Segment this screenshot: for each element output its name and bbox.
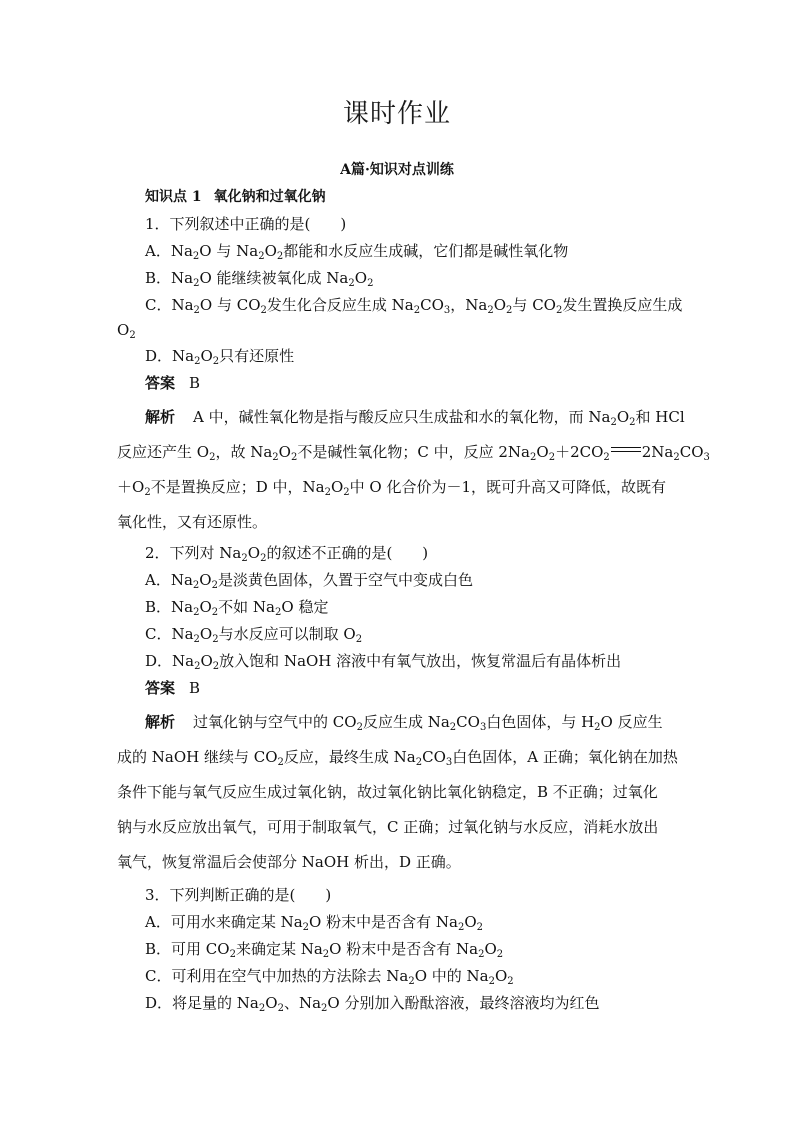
q1-answer: 答案 B <box>145 374 201 392</box>
q1-explanation-line4: 氧化性，又有还原性。 <box>117 513 268 531</box>
q1-option-d: D．$Na_2O_2$只有还原性 <box>145 347 295 367</box>
equal-sign-icon <box>611 447 641 452</box>
analysis-label: 解析 <box>145 408 176 426</box>
answer-label: 答案 <box>145 374 176 392</box>
q2-explanation-line4: 钠与水反应放出氧气，可用于制取氧气，C 正确；过氧化钠与水反应，消耗水放出 <box>117 818 659 836</box>
q2-option-c: C．$Na_2O_2$与水反应可以制取 $O_2$ <box>145 625 363 645</box>
q1-stem: 1．下列叙述中正确的是( ) <box>145 215 347 233</box>
q3-option-a: A．可用水来确定某 $Na_2O$ 粉末中是否含有 $Na_2O_2$ <box>145 913 484 933</box>
q2-explanation-line3: 条件下能与氧气反应生成过氧化钠，故过氧化钠比氧化钠稳定，B 不正确；过氧化 <box>117 783 658 801</box>
answer-label: 答案 <box>145 679 176 697</box>
q1-option-b: B．$Na_2O$ 能继续被氧化成 $Na_2O_2$ <box>145 269 374 289</box>
topic-heading <box>145 187 715 207</box>
q2-option-d: D．$Na_2O_2$放入饱和 NaOH 溶液中有氧气放出，恢复常温后有晶体析出 <box>145 652 622 672</box>
q1-option-c: C．$Na_2O$ 与 $CO_2$发生化合反应生成 $Na_2CO_3$，$Na_2O_2$与 $CO_2$发生置换反应生成 <box>145 296 683 316</box>
q3-option-d: D．将足量的 $Na_2O_2$、$Na_2O$ 分别加入酚酞溶液，最终溶液均为红色 <box>145 994 600 1014</box>
q3-option-b: B．可用 $CO_2$来确定某 $Na_2O$ 粉末中是否含有 $Na_2O_2$ <box>145 940 504 960</box>
q2-explanation-line1: 解析 过氧化钠与空气中的 $CO_2$反应生成 $Na_2CO_3$白色固体，与 $H_2O$ 反应生 <box>145 713 663 733</box>
q2-explanation-line5: 氧气，恢复常温后会使部分 NaOH 析出，D 正确。 <box>117 853 461 871</box>
topic-label: 知识点 1 <box>145 189 202 205</box>
analysis-label: 解析 <box>145 713 176 731</box>
q1-option-a: A．$Na_2O$ 与 $Na_2O_2$都能和水反应生成碱，它们都是碱性氧化物 <box>145 242 569 262</box>
q2-explanation-line2: 成的 NaOH 继续与 $CO_2$反应，最终生成 $Na_2CO_3$白色固体，A 正确；氧化钠在加热 <box>117 748 678 768</box>
q2-stem: 2．下列对 $Na_2O_2$的叙述不正确的是( ) <box>145 544 429 564</box>
q2-answer: 答案 B <box>145 679 201 697</box>
q1-explanation-line2: 反应还产生 $O_2$，故 $Na_2O_2$不是碱性氧化物；C 中，反应 $2Na_2O_2+2CO_2$ $2Na_2CO_3$ <box>117 443 710 463</box>
q2-option-b: B．$Na_2O_2$不如 $Na_2O$ 稳定 <box>145 598 329 618</box>
q1-option-c-cont: $O_2$ <box>117 321 136 341</box>
section-heading: A篇·知识对点训练 <box>340 162 454 178</box>
q3-option-c: C．可利用在空气中加热的方法除去 $Na_2O$ 中的 $Na_2O_2$ <box>145 967 514 987</box>
q3-stem: 3．下列判断正确的是( ) <box>145 886 332 904</box>
page-title: 课时作业 <box>342 99 451 129</box>
q2-option-a: A．$Na_2O_2$是淡黄色固体，久置于空气中变成白色 <box>145 571 473 591</box>
q1-explanation-line1: 解析 A 中，碱性氧化物是指与酸反应只生成盐和水的氧化物，而 $Na_2O_2$和 HCl <box>145 408 685 428</box>
topic-name: 氧化钠和过氧化钠 <box>213 189 326 205</box>
q1-explanation-line3: $+O_2$不是置换反应；D 中，$Na_2O_2$中 O 化合价为－1，既可升高又可降低，故既有 <box>117 478 667 498</box>
